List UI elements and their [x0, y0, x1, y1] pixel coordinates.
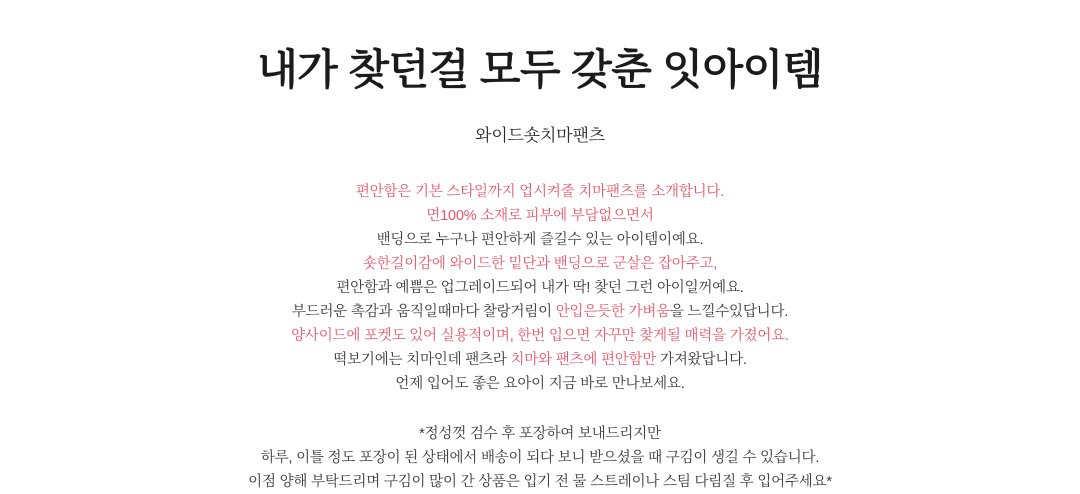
- description-line-5: [0, 276, 1080, 300]
- product-name: 와이드숏치마팬츠: [475, 125, 605, 145]
- description-line-4-text: 숏한길이감에 와이드한 밑단과 밴딩으로 군살은 잡아주고,: [362, 255, 718, 272]
- description-line-6-text-c: 을 느낄수있답니다.: [670, 303, 789, 320]
- description-line-8-text-a: 떡보기에는 치마인데 팬츠라: [333, 351, 511, 368]
- care-notice: [0, 396, 1080, 494]
- description-line-1-text: 편안함은 기본 스타일까지 업시켜줄 치마팬츠를 소개합니다.: [355, 183, 725, 200]
- description-line-2: [0, 204, 1080, 228]
- description-line-8-text-c: 가져왔답니다.: [656, 351, 747, 368]
- description-line-8: [0, 348, 1080, 372]
- care-notice-line-1: *정성껏 검수 후 포장하여 보내드리지만: [419, 425, 661, 442]
- description-line-7: [0, 324, 1080, 348]
- description-line-2-text: 면100% 소재로 피부에 부담없으면서: [426, 207, 654, 224]
- page-title: 내가 찾던걸 모두 갖춘 잇아이템: [257, 46, 823, 93]
- description-body: [0, 146, 1080, 396]
- description-line-6-text-a: 부드러운 촉감과 움직일때마다 찰랑거림이: [291, 303, 556, 320]
- description-line-3-text: 밴딩으로 누구나 편안하게 즐길수 있는 아이템이예요.: [376, 231, 704, 248]
- description-line-8-highlight: 치마와 팬츠에 편안함만: [510, 351, 657, 368]
- description-line-4: [0, 252, 1080, 276]
- description-line-9-text: 언제 입어도 좋은 요아이 지금 바로 만나보세요.: [395, 375, 685, 392]
- description-line-1: [0, 180, 1080, 204]
- description-line-7-text: 양사이드에 포켓도 있어 실용적이며, 한번 입으면 자꾸만 찾게될 매력을 가졌어요.: [291, 327, 789, 344]
- care-notice-line-2: 하루, 이틀 정도 포장이 된 상태에서 배송이 되다 보니 받으셨을 때 구김이 생길 수 있습니다.: [260, 449, 820, 466]
- description-line-6-highlight: 안입은듯한 가벼움: [555, 303, 670, 320]
- description-line-5-text: 편안함과 예쁨은 업그레이드되어 내가 딱! 찾던 그런 아이일꺼예요.: [336, 279, 744, 296]
- description-line-9: [0, 372, 1080, 396]
- care-notice-line-3: 이점 양해 부탁드리며 구김이 많이 간 상품은 입기 전 물 스트레이나 스팀 다림질 후 입어주세요*: [248, 473, 832, 490]
- description-line-6: [0, 300, 1080, 324]
- description-line-3: [0, 228, 1080, 252]
